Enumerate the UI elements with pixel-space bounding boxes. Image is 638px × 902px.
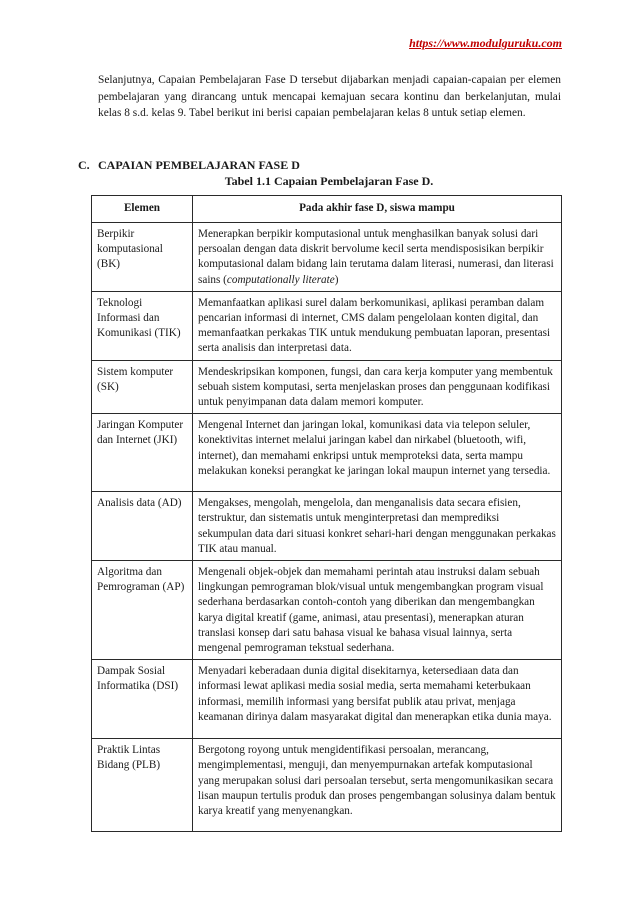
section-title: CAPAIAN PEMBELAJARAN FASE D	[98, 158, 300, 172]
table-row	[92, 660, 562, 739]
table-row	[92, 291, 562, 360]
capaian-table	[91, 195, 562, 832]
elemen-cell: Algoritma dan Pemrograman (AP)	[92, 561, 193, 660]
table-row	[92, 492, 562, 561]
capaian-cell: Mengakses, mengolah, mengelola, dan menganalisis data secara efisien, terstruktur, dan sistematis untuk menginterpretasi dan memprediksi sekumpulan data dari situasi konkret sehari-hari dengan menggunakan perkakas TIK atau manual.	[193, 492, 562, 561]
section-letter: C.	[78, 158, 90, 172]
elemen-cell: Berpikir komputasional (BK)	[92, 223, 193, 292]
elemen-cell: Teknologi Informasi dan Komunikasi (TIK)	[92, 291, 193, 360]
capaian-cell	[193, 223, 562, 292]
elemen-cell: Sistem komputer (SK)	[92, 360, 193, 414]
capaian-cell: Mendeskripsikan komponen, fungsi, dan cara kerja komputer yang membentuk sebuah sistem komputasi, serta menjelaskan proses dan penggunaan kodifikasi untuk penyimpanan data dalam memori komputer.	[193, 360, 562, 414]
table-row	[92, 360, 562, 414]
table-row	[92, 223, 562, 292]
capaian-text-end: )	[334, 273, 339, 286]
capaian-cell: Menyadari keberadaan dunia digital disekitarnya, ketersediaan data dan informasi lewat aplikasi media sosial media, serta memahami keterbukaan informasi, memilih informasi yang bersifat publik atau privat, menjaga keamanan dirinya dalam masyarakat digital dan menerapkan etika dunia maya.	[193, 660, 562, 739]
elemen-cell: Dampak Sosial Informatika (DSI)	[92, 660, 193, 739]
capaian-cell: Mengenal Internet dan jaringan lokal, komunikasi data via telepon seluler, konektivitas internet melalui jaringan kabel dan nirkabel (bluetooth, wifi, internet), dan memahami enkripsi untuk memproteksi data, serta mampu melakukan koneksi perangkat ke jaringan lokal maupun internet yang tersedia.	[193, 414, 562, 492]
capaian-cell: Bergotong royong untuk mengidentifikasi persoalan, merancang, mengimplementasi, menguji, dan menyempurnakan artefak komputasional yang merupakan solusi dari persoalan tersebut, serta mengomunikasikan secara lisan maupun tertulis produk dan proses pengembangan solusinya dalam bentuk karya kreatif yang menyenangkan.	[193, 739, 562, 832]
header-url-link[interactable]: https://www.modulguruku.com	[409, 36, 562, 50]
capaian-italic-term: computationally literate	[226, 273, 335, 286]
header-elemen: Elemen	[92, 196, 193, 223]
elemen-cell: Praktik Lintas Bidang (PLB)	[92, 739, 193, 832]
header-capaian: Pada akhir fase D, siswa mampu	[193, 196, 562, 223]
elemen-cell: Analisis data (AD)	[92, 492, 193, 561]
capaian-text: Menerapkan berpikir komputasional untuk menghasilkan banyak solusi dari persoalan dengan data diskrit bervolume kecil serta mendisposisikan berpikir komputasional dalam bidang lain terutama dalam literasi, numerasi, dan literasi sains (	[198, 228, 554, 286]
table-row	[92, 739, 562, 832]
table-caption	[0, 174, 638, 189]
elemen-cell: Jaringan Komputer dan Internet (JKI)	[92, 414, 193, 492]
table-caption-text: Tabel 1.1 Capaian Pembelajaran Fase D.	[224, 174, 434, 188]
capaian-cell: Memanfaatkan aplikasi surel dalam berkomunikasi, aplikasi peramban dalam pencarian informasi di internet, CMS dalam pengelolaan konten digital, dan memanfaatkan perkakas TIK untuk mendukung pembuatan laporan, presentasi serta analisis dan interpretasi data.	[193, 291, 562, 360]
table-header-row	[92, 196, 562, 223]
capaian-cell: Mengenali objek-objek dan memahami perintah atau instruksi dalam sebuah lingkungan pemrograman blok/visual untuk mengembangkan program visual sederhana berdasarkan contoh-contoh yang diberikan dan mengembangkan karya digital kreatif (game, animasi, atau presentasi), menerapkan aturan translasi konsep dari satu bahasa visual ke bahasa visual lainnya, serta mengenal pemrograman tekstual sederhana.	[193, 561, 562, 660]
table-row	[92, 414, 562, 492]
section-heading	[78, 158, 300, 173]
intro-paragraph: Selanjutnya, Capaian Pembelajaran Fase D tersebut dijabarkan menjadi capaian-capaian per elemen pembelajaran yang dirancang untuk mencapai kemajuan secara kontinu dan berkelanjutan, mulai kelas 8 s.d. kelas 9. Tabel berikut ini berisi capaian pembelajaran kelas 8 untuk setiap elemen.	[98, 74, 561, 119]
table-row	[92, 561, 562, 660]
